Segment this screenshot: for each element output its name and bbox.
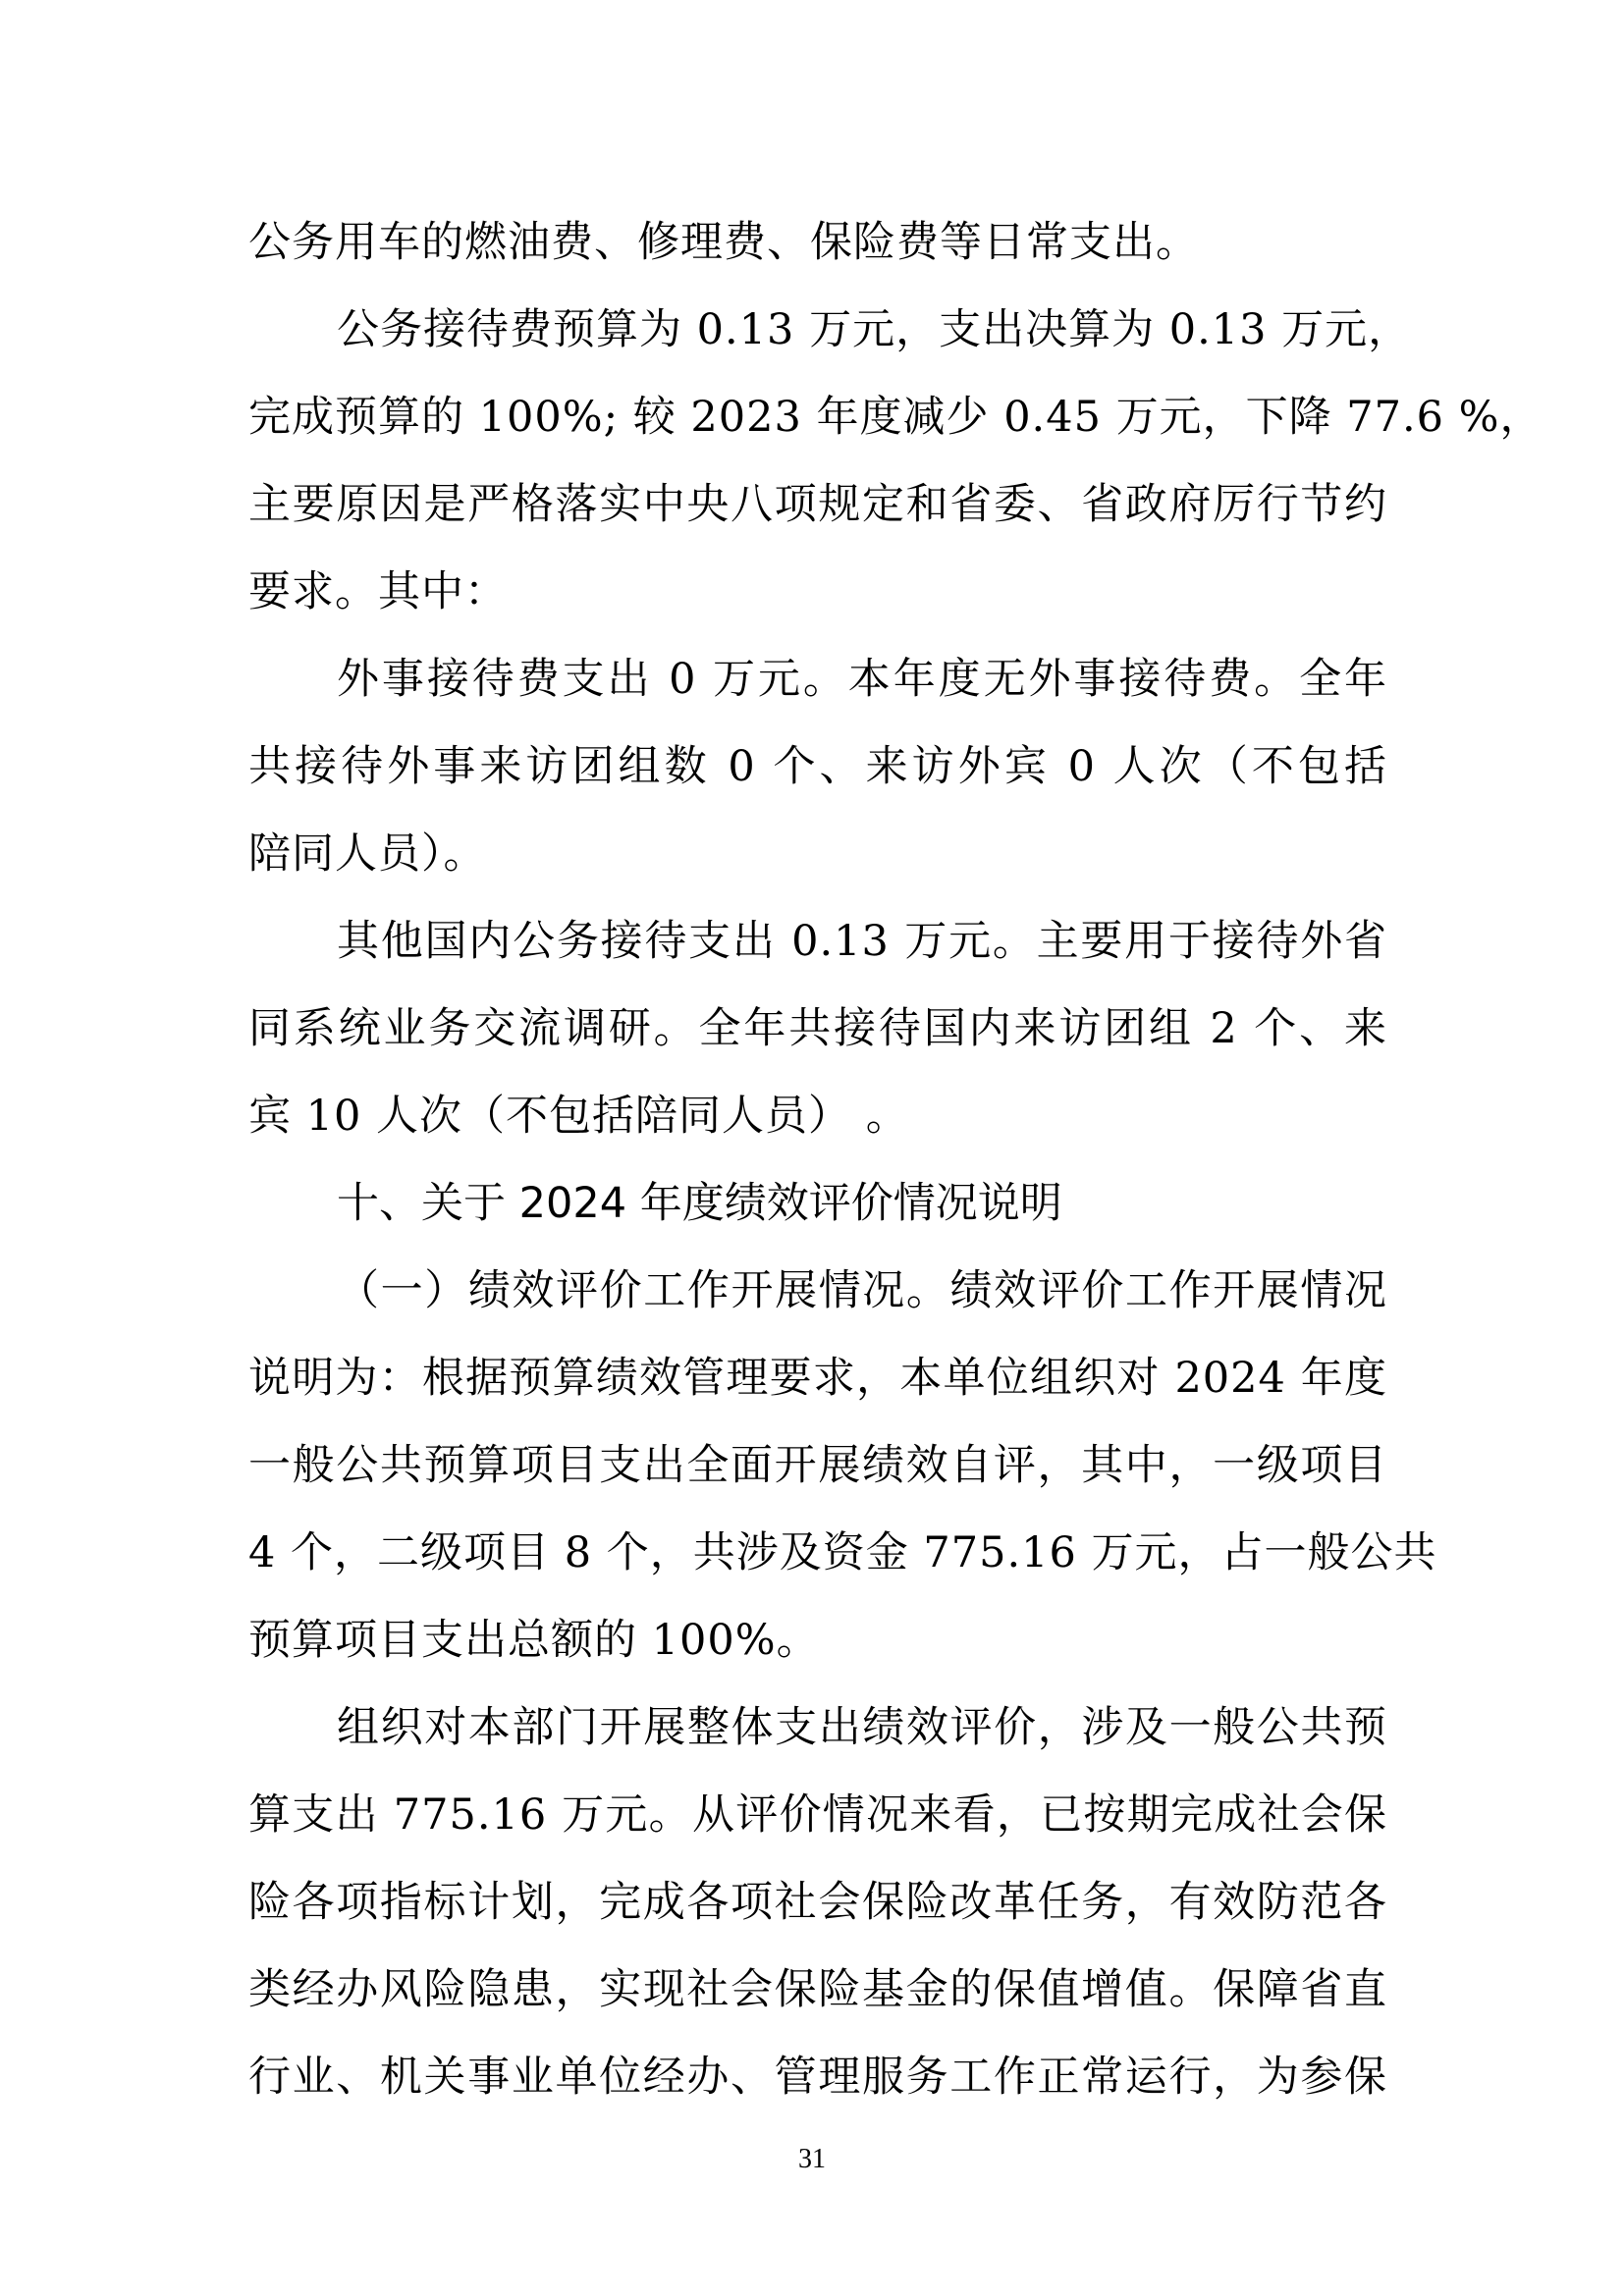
text-line: 行业、机关事业单位经办、管理服务工作正常运行，为参保 bbox=[248, 2053, 1387, 2102]
text-line: 算支出 775.16 万元。从评价情况来看，已按期完成社会保 bbox=[248, 1790, 1387, 1840]
text-line: 4 个，二级项目 8 个，共涉及资金 775.16 万元，占一般公共 bbox=[248, 1528, 1437, 1577]
text-line: 一般公共预算项目支出全面开展绩效自评，其中，一级项目 bbox=[248, 1441, 1387, 1490]
text-line: 公务用车的燃油费、修理费、保险费等日常支出。 bbox=[248, 218, 1199, 267]
text-line: 险各项指标计划，完成各项社会保险改革任务，有效防范各 bbox=[248, 1878, 1387, 1927]
text-line: 陪同人员）。 bbox=[248, 829, 487, 879]
text-line: 外事接待费支出 0 万元。本年度无外事接待费。全年 bbox=[337, 655, 1387, 704]
text-line: 共接待外事来访团组数 0 个、来访外宾 0 人次（不包括 bbox=[248, 742, 1387, 791]
section-heading: 十、关于 2024 年度绩效评价情况说明 bbox=[337, 1179, 1062, 1228]
text-line: 其他国内公务接待支出 0.13 万元。主要用于接待外省 bbox=[337, 917, 1387, 966]
subsection-heading-line: （一）绩效评价工作开展情况。绩效评价工作开展情况 bbox=[337, 1266, 1387, 1315]
text-line: 公务接待费预算为 0.13 万元，支出决算为 0.13 万元， bbox=[337, 305, 1412, 354]
text-line: 组织对本部门开展整体支出绩效评价，涉及一般公共预 bbox=[337, 1703, 1387, 1752]
text-line: 主要原因是严格落实中央八项规定和省委、省政府厉行节约 bbox=[248, 480, 1387, 529]
text-line: 同系统业务交流调研。全年共接待国内来访团组 2 个、来 bbox=[248, 1004, 1387, 1053]
text-line: 完成预算的 100%; 较 2023 年度减少 0.45 万元，下降 77.6 %， bbox=[248, 393, 1543, 442]
text-line: 预算项目支出总额的 100%。 bbox=[248, 1616, 820, 1665]
page-number: 31 bbox=[798, 2144, 826, 2174]
text-line: 要求。其中： bbox=[248, 567, 508, 616]
text-line: 说明为：根据预算绩效管理要求，本单位组织对 2024 年度 bbox=[248, 1354, 1387, 1403]
text-line: 类经办风险隐患，实现社会保险基金的保值增值。保障省直 bbox=[248, 1965, 1387, 2014]
text-line: 宾 10 人次（不包括陪同人员） 。 bbox=[248, 1092, 909, 1141]
